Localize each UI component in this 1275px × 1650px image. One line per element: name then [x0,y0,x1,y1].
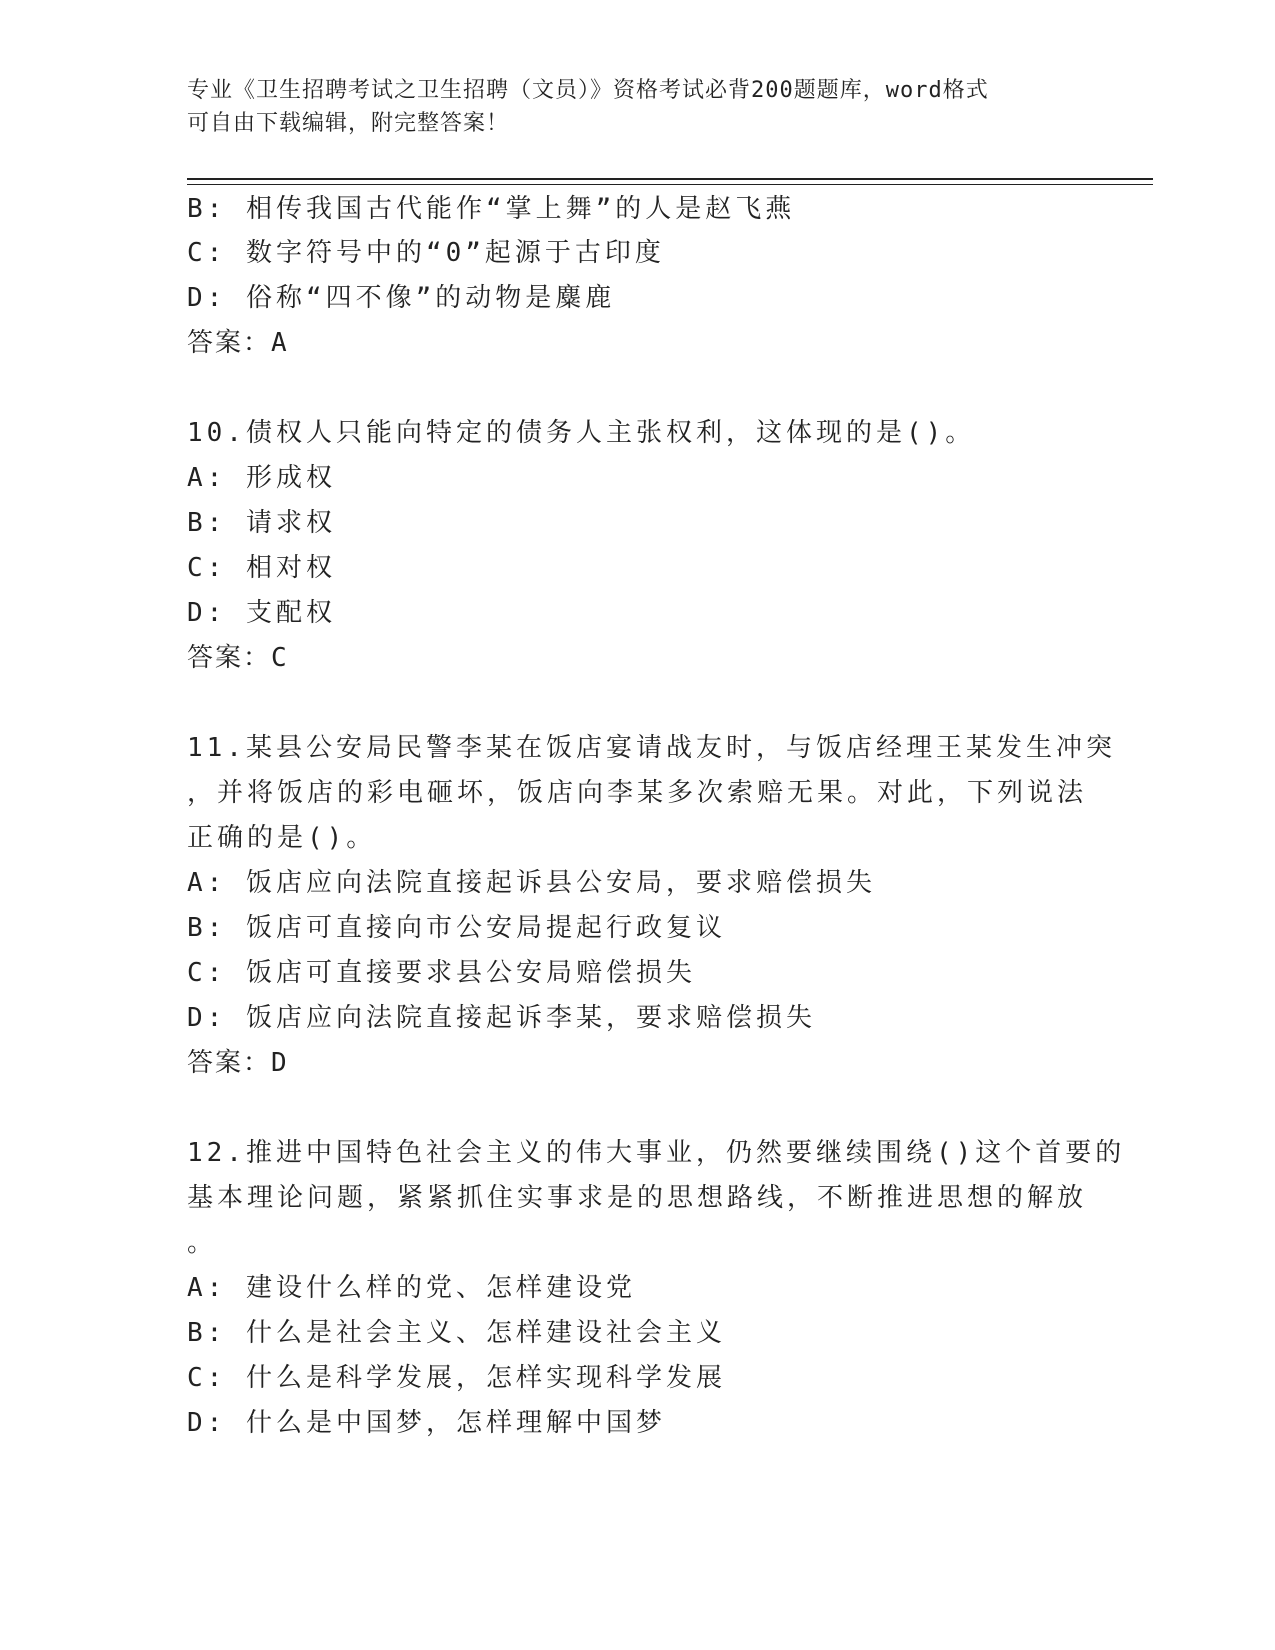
header-title-line-1: 专业《卫生招聘考试之卫生招聘（文员）》资格考试必背200题题库，word格式 [187,78,989,103]
q9-option-b: B: 相传我国古代能作“掌上舞”的人是赵飞燕 [187,194,796,224]
header-divider-thick [187,178,1153,180]
q10-option-c: C: 相对权 [187,553,336,583]
q10-answer: 答案：C [187,643,289,673]
q11-stem-line-3: 正确的是()。 [187,823,377,853]
document-header [187,74,1087,140]
q9-answer: 答案：A [187,328,289,358]
q10-option-a: A: 形成权 [187,463,336,493]
q12-option-c: C: 什么是科学发展，怎样实现科学发展 [187,1363,726,1393]
q12-option-a: A: 建设什么样的党、怎样建设党 [187,1273,636,1303]
q11-answer: 答案：D [187,1048,289,1078]
q12-option-b: B: 什么是社会主义、怎样建设社会主义 [187,1318,726,1348]
q10-option-d: D: 支配权 [187,598,336,628]
q12-stem-line-3: 。 [187,1228,218,1258]
q12-stem-line-1: 12.推进中国特色社会主义的伟大事业，仍然要继续围绕()这个首要的 [187,1138,1126,1168]
q11-option-d: D: 饭店应向法院直接起诉李某，要求赔偿损失 [187,1003,816,1033]
q11-stem-line-1: 11.某县公安局民警李某在饭店宴请战友时，与饭店经理王某发生冲突 [187,733,1116,763]
q9-option-d: D: 俗称“四不像”的动物是麋鹿 [187,283,616,313]
q10-stem: 10.债权人只能向特定的债务人主张权利，这体现的是()。 [187,418,976,448]
q11-option-a: A: 饭店应向法院直接起诉县公安局，要求赔偿损失 [187,868,876,898]
q12-option-d: D: 什么是中国梦，怎样理解中国梦 [187,1408,666,1438]
q11-option-b: B: 饭店可直接向市公安局提起行政复议 [187,913,726,943]
header-title-line-2: 可自由下载编辑，附完整答案！ [187,111,510,136]
q10-option-b: B: 请求权 [187,508,336,538]
q11-option-c: C: 饭店可直接要求县公安局赔偿损失 [187,958,696,988]
header-divider-thin [187,184,1153,185]
q12-stem-line-2: 基本理论问题，紧紧抓住实事求是的思想路线，不断推进思想的解放 [187,1183,1088,1213]
q11-stem-line-2: ，并将饭店的彩电砸坏，饭店向李某多次索赔无果。对此，下列说法 [187,778,1088,808]
q9-option-c: C: 数字符号中的“0”起源于古印度 [187,238,665,268]
